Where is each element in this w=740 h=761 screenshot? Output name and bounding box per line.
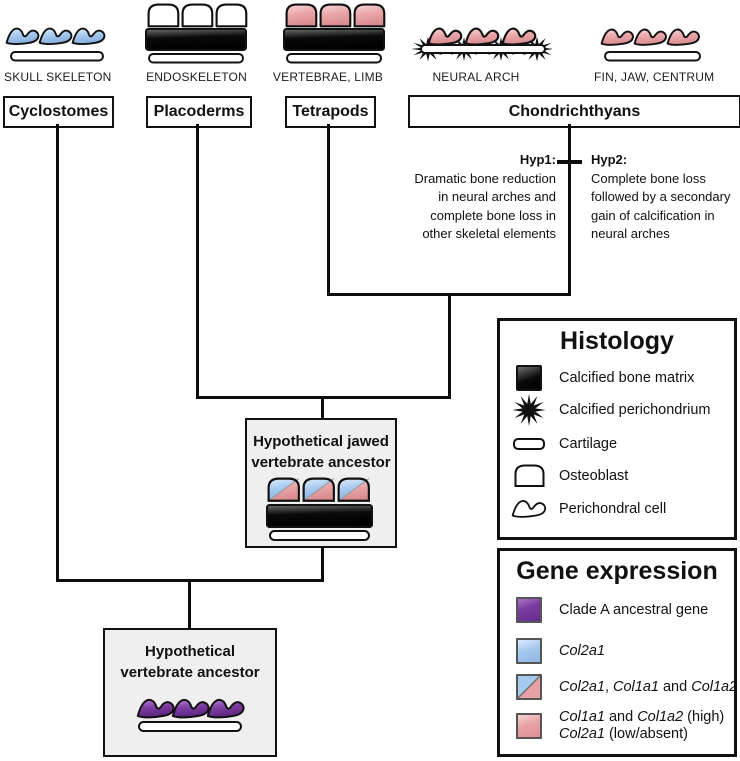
hyp1-line: other skeletal elements: [422, 226, 556, 241]
taxon-box-cyclostomes: [3, 96, 114, 128]
legend-label: Perichondral cell: [559, 500, 667, 517]
tree-edge-tetrapods-stem: [327, 124, 330, 293]
cartilage-bar: [11, 52, 103, 61]
cartilage-bar: [287, 54, 381, 63]
histology-legend: [497, 318, 737, 540]
legend-row: [506, 593, 708, 627]
gene-expression-legend-title: Gene expression: [516, 557, 718, 585]
hyp1-title: Hyp1:: [519, 152, 556, 167]
tissue-label-vertebrae-limb: VERTEBRAE, LIMB: [272, 70, 384, 84]
bone-matrix-bar: [267, 505, 372, 527]
taxon-label: Chondrichthyans: [508, 102, 641, 120]
taxon-label: Placoderms: [153, 103, 245, 120]
hypothesis-2-note: [591, 151, 740, 244]
histology-legend-title: Histology: [560, 327, 674, 355]
legend-label: Calcified bone matrix: [559, 369, 695, 386]
taxon-box-chondrichthyans: [408, 95, 740, 128]
tree-edge-cyclostomes-stem: [56, 124, 59, 581]
legend-label: Cartilage: [559, 435, 618, 452]
legend-row: [506, 634, 605, 668]
gene-name: Col1a2: [691, 678, 738, 695]
vertebrate-ancestor-title: [105, 641, 275, 683]
gene-name: Col1a1: [613, 678, 659, 695]
hypothesis-tick-mark: [557, 160, 582, 164]
vertebrate-ancestor-box: [103, 628, 277, 757]
cartilage-icon: [513, 438, 545, 450]
hyp2-line: Complete bone loss: [591, 170, 706, 186]
qualifier: (low/absent): [604, 726, 688, 742]
tree-edge-jawed-top-stem: [321, 399, 324, 418]
hyp2-line: neural arches: [591, 226, 670, 241]
tissue-label-neural-arch: NEURAL ARCH: [432, 70, 520, 84]
bone-matrix-bar: [146, 29, 246, 50]
jawed-ancestor-box: [245, 418, 397, 548]
bone-matrix-icon: [516, 365, 542, 391]
legend-row: [506, 459, 628, 493]
legend-label-line: [559, 726, 724, 743]
hyp2-title: Hyp2:: [591, 152, 628, 167]
hyp2-line: followed by a secondary: [591, 189, 731, 204]
perichondral-cell-icon: [511, 497, 547, 521]
cartilage-bar: [605, 52, 700, 61]
legend-label: Osteoblast: [559, 467, 629, 484]
cartilage-bar: [421, 45, 545, 53]
hyp1-line: Dramatic bone reduction: [414, 170, 556, 186]
legend-row: [506, 427, 617, 461]
hyp2-line: gain of calcification in: [591, 207, 715, 223]
calcified-perichondrium-icon: [511, 392, 547, 428]
tree-edge-crown-node: [327, 293, 571, 296]
taxon-box-tetrapods: [285, 96, 376, 128]
cartilage-bar: [149, 54, 243, 63]
separator: and: [658, 678, 692, 695]
hyp1-line: in neural arches and: [438, 189, 556, 204]
legend-label: [559, 679, 737, 696]
taxon-label: Cyclostomes: [8, 103, 109, 120]
gene-name: Col1a2: [637, 709, 684, 725]
cartilage-bar: [139, 722, 241, 731]
tissue-label-endoskeleton: ENDOSKELETON: [146, 70, 247, 84]
hypothesis-1-note: [368, 151, 556, 244]
chondrichthyans-fin-jaw-centrum-icon: [599, 26, 703, 64]
legend-row: [506, 361, 694, 395]
separator: ,: [604, 678, 614, 695]
cyclostomes-skull-skeleton-icon: [4, 24, 108, 64]
qualifier: (high): [683, 709, 725, 725]
title-line: Hypothetical: [144, 643, 235, 660]
title-line: vertebrate ancestor: [251, 454, 391, 471]
col2a1-swatch-icon: [516, 638, 542, 664]
vertebrate-ancestor-skeleton-icon: [134, 696, 246, 736]
tree-edge-chondrichthyans-stem: [568, 124, 571, 293]
jawed-ancestor-skeleton-icon: [265, 476, 375, 542]
gene-expression-legend: [497, 548, 737, 757]
col2a1-col1a1-col1a2-swatch-icon: [516, 674, 542, 700]
taxon-label: Tetrapods: [292, 103, 369, 120]
legend-label-line: [559, 709, 724, 726]
tree-edge-jawed-bottom-stem: [321, 548, 324, 579]
legend-label: Clade A ancestral gene: [559, 601, 709, 618]
legend-label: Calcified perichondrium: [559, 401, 711, 418]
jawed-ancestor-title: [247, 431, 395, 473]
taxon-box-placoderms: [146, 96, 252, 128]
col1a1-col1a2-swatch-icon: [516, 713, 542, 739]
legend-row: [506, 704, 724, 748]
cartilage-bar: [270, 531, 369, 540]
legend-row: [506, 492, 666, 526]
legend-row: [506, 393, 711, 427]
legend-label: [559, 709, 724, 743]
tree-edge-crown-stem: [448, 296, 451, 396]
title-line: Hypothetical jawed: [253, 433, 389, 450]
placoderms-endoskeleton-icon: [145, 3, 248, 64]
bone-matrix-bar: [284, 29, 384, 50]
legend-label: [559, 643, 605, 660]
tetrapods-vertebrae-limb-icon: [283, 3, 386, 64]
tree-edge-vertebrate-ancestor-stem: [188, 582, 191, 628]
hyp1-line: complete bone loss in: [430, 207, 556, 223]
legend-row: [506, 670, 737, 704]
gene-name: Col2a1: [559, 726, 605, 742]
title-line: vertebrate ancestor: [120, 664, 260, 681]
tissue-label-skull-skeleton: SKULL SKELETON: [4, 70, 112, 84]
osteoblast-icon: [514, 464, 545, 488]
gene-name: Col2a1: [559, 678, 605, 695]
tissue-label-fin-jaw-centrum: FIN, JAW, CENTRUM: [594, 70, 715, 84]
separator: and: [604, 709, 638, 725]
clade-a-swatch-icon: [516, 597, 542, 623]
gene-name: Col1a1: [559, 709, 605, 725]
chondrichthyans-neural-arch-icon: [412, 24, 552, 64]
gene-name: Col2a1: [559, 642, 605, 659]
tree-edge-placoderms-stem: [196, 124, 199, 396]
